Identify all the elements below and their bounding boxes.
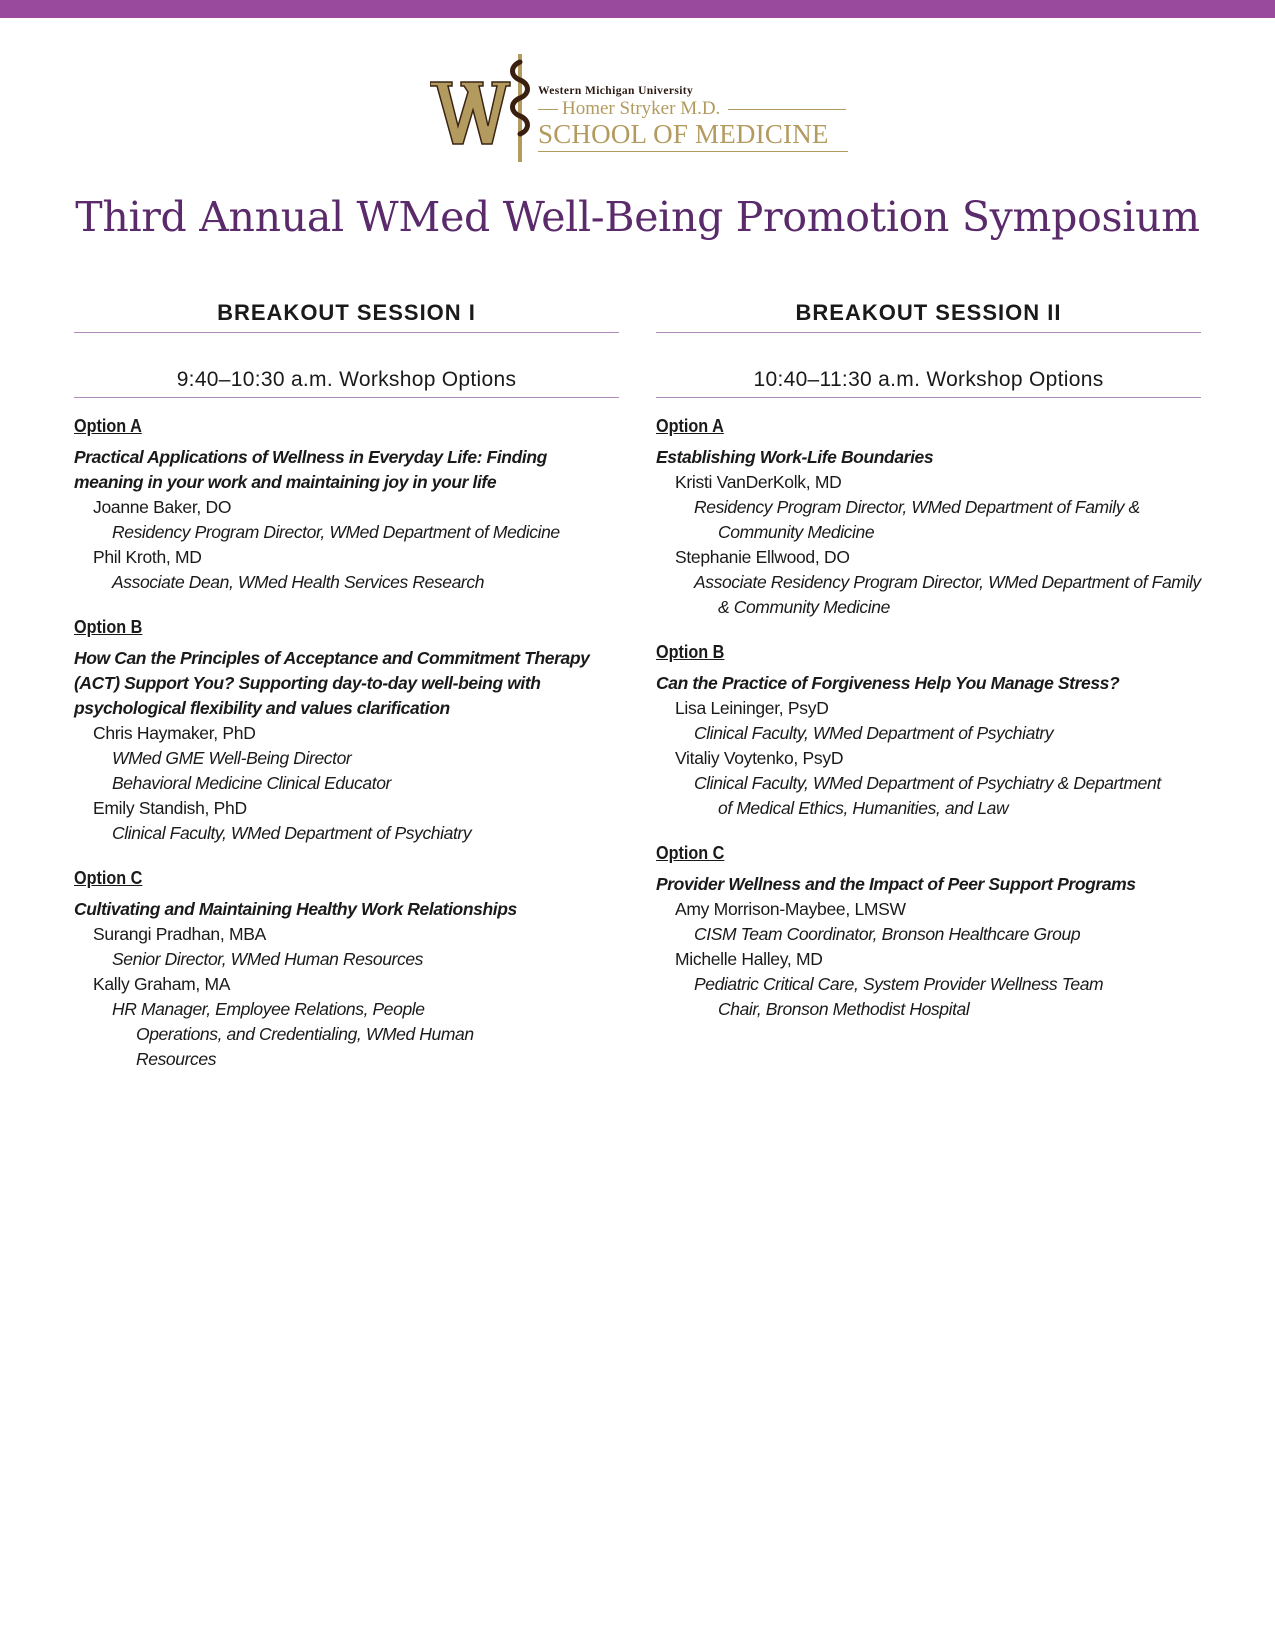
speaker-name: Kally Graham, MA — [93, 974, 231, 994]
wmed-logo — [430, 52, 850, 172]
speaker-name: Lisa Leininger, PsyD — [675, 698, 829, 718]
speaker-name: Stephanie Ellwood, DO — [675, 547, 850, 567]
breakout-session-1 — [74, 300, 619, 1072]
talk-title: Establishing Work-Life Boundaries — [656, 447, 934, 467]
breakout-session-2 — [656, 300, 1201, 1022]
speaker-role: Senior Director, WMed Human Resources — [112, 949, 424, 969]
option-c — [656, 843, 1201, 1022]
talk-title: Cultivating and Maintaining Healthy Work Relationships — [74, 899, 517, 919]
speaker-name: Phil Kroth, MD — [93, 547, 202, 567]
logo-homer-stryker: Homer Stryker M.D. — [538, 98, 848, 120]
option-a — [656, 416, 1201, 620]
speaker-role: WMed GME Well-Being Director — [112, 748, 352, 768]
option-label: Option C — [74, 868, 143, 888]
speaker-name: Emily Standish, PhD — [93, 798, 247, 818]
session-time: 9:40–10:30 a.m. Workshop Options — [74, 368, 619, 398]
speaker-name: Vitaliy Voytenko, PsyD — [675, 748, 844, 768]
talk-title: Provider Wellness and the Impact of Peer Support Programs — [656, 874, 1136, 894]
logo-school-of-medicine: SCHOOL OF MEDICINE — [538, 119, 829, 149]
speaker-role: Associate Residency Program Director, WMed Department of Family & Community Medicine — [694, 572, 1201, 617]
w-caduceus-icon — [430, 52, 540, 164]
speaker-role: Clinical Faculty, WMed Department of Psychiatry & Department of Medical Ethics, Humanities, and Law — [694, 773, 1161, 818]
speaker-name: Surangi Pradhan, MBA — [93, 924, 266, 944]
session-heading: BREAKOUT SESSION II — [656, 300, 1201, 333]
option-label: Option B — [74, 617, 143, 637]
speaker-role: Associate Dean, WMed Health Services Research — [112, 572, 485, 592]
speaker-role: Pediatric Critical Care, System Provider Wellness Team Chair, Bronson Methodist Hospital — [694, 974, 1104, 1019]
option-label: Option C — [656, 843, 725, 863]
session-time: 10:40–11:30 a.m. Workshop Options — [656, 368, 1201, 398]
top-accent-bar — [0, 0, 1275, 18]
talk-title: Practical Applications of Wellness in Everyday Life: Finding meaning in your work and maintaining joy in your life — [74, 447, 547, 492]
speaker-role: Clinical Faculty, WMed Department of Psychiatry — [694, 723, 1054, 743]
session-heading: BREAKOUT SESSION I — [74, 300, 619, 333]
page-title: Third Annual WMed Well-Being Promotion Symposium — [75, 193, 1200, 241]
option-label: Option A — [74, 416, 142, 436]
talk-title: How Can the Principles of Acceptance and Commitment Therapy (ACT) Support You? Supporting day-to-day well-being with psychological flexibility and values clarification — [74, 648, 590, 718]
option-b — [656, 642, 1201, 821]
option-a — [74, 416, 619, 595]
speaker-name: Chris Haymaker, PhD — [93, 723, 256, 743]
speaker-name: Michelle Halley, MD — [675, 949, 823, 969]
speaker-role: Clinical Faculty, WMed Department of Psychiatry — [112, 823, 472, 843]
option-c — [74, 868, 619, 1072]
speaker-role: CISM Team Coordinator, Bronson Healthcare Group — [694, 924, 1081, 944]
logo-rule — [538, 151, 848, 152]
speaker-role: Residency Program Director, WMed Department of Family & Community Medicine — [694, 497, 1140, 542]
talk-title: Can the Practice of Forgiveness Help You Manage Stress? — [656, 673, 1120, 693]
option-label: Option A — [656, 416, 724, 436]
speaker-name: Joanne Baker, DO — [93, 497, 232, 517]
logo-university: Western Michigan University — [538, 85, 694, 97]
speaker-name: Amy Morrison-Maybee, LMSW — [675, 899, 906, 919]
speaker-role: Behavioral Medicine Clinical Educator — [112, 773, 391, 793]
option-b — [74, 617, 619, 846]
speaker-role: Residency Program Director, WMed Department of Medicine — [112, 522, 560, 542]
speaker-role: HR Manager, Employee Relations, People Operations, and Credentialing, WMed Human Resources — [112, 999, 474, 1069]
option-label: Option B — [656, 642, 725, 662]
speaker-name: Kristi VanDerKolk, MD — [675, 472, 842, 492]
